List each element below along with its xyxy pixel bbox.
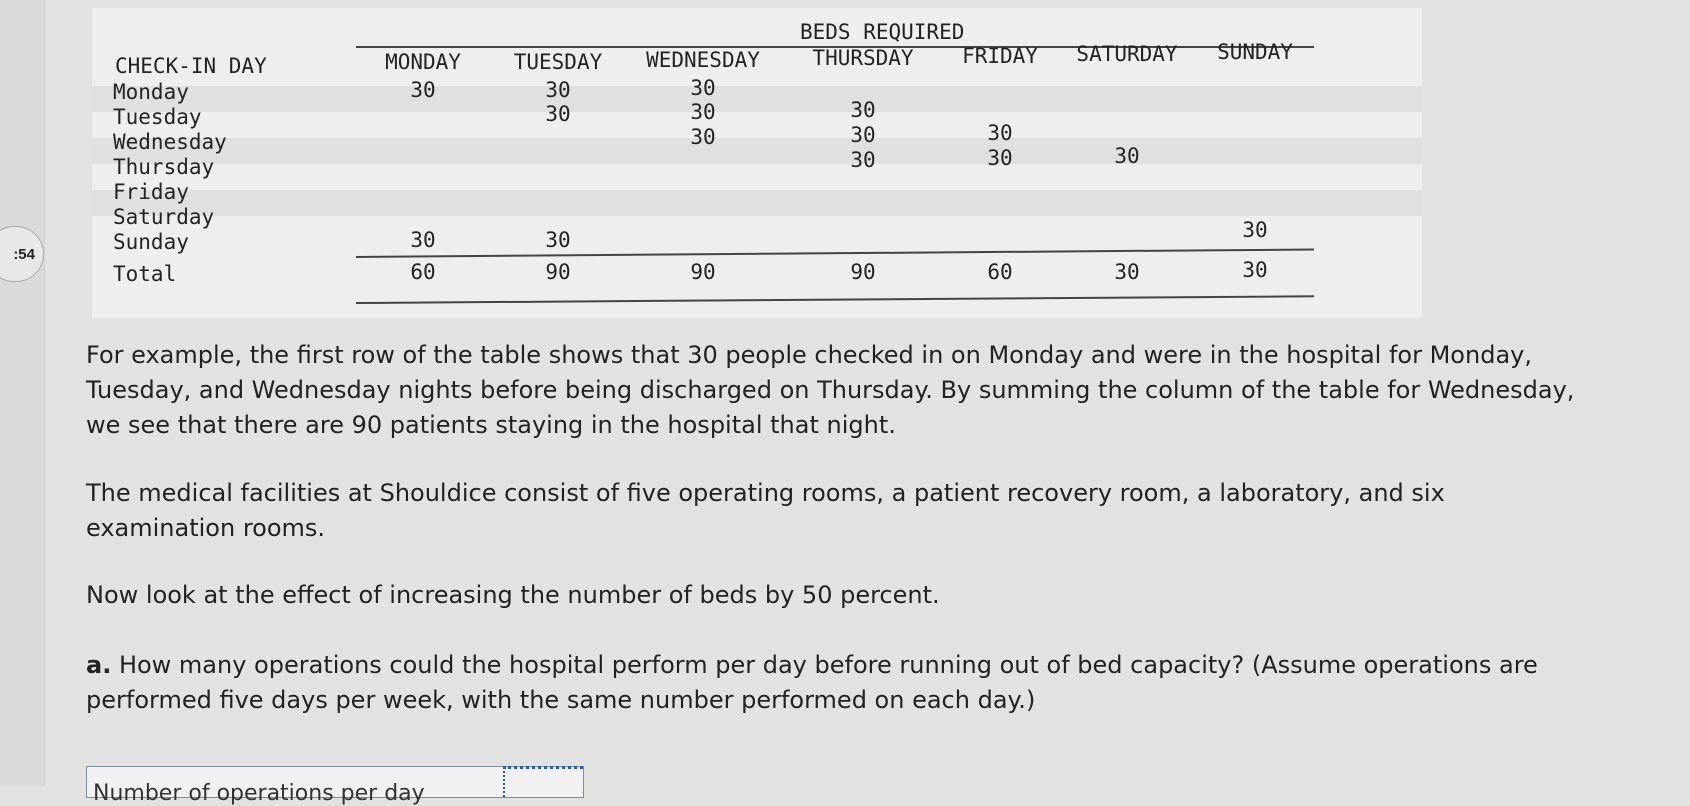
- total-cell: 60: [410, 260, 436, 284]
- paragraph-line: The medical facilities at Shouldice consist of five operating rooms, a patient recovery room, a laboratory, and six: [86, 479, 1445, 507]
- table-cell: 30: [987, 146, 1013, 170]
- table-cell: 30: [850, 123, 876, 147]
- total-cell: 90: [545, 260, 571, 284]
- col-header-thursday: THURSDAY: [812, 46, 914, 70]
- table-cell: 30: [690, 100, 716, 124]
- example-paragraph: [86, 338, 1686, 443]
- col-header-saturday: SATURDAY: [1076, 42, 1178, 66]
- question-text: How many operations could the hospital perform per day before running out of bed capacity? (Assume operations are: [111, 651, 1538, 679]
- table-cell: 30: [690, 125, 716, 149]
- total-cell: 30: [1242, 258, 1268, 282]
- col-header-monday: MONDAY: [385, 50, 461, 74]
- question-label: a.: [86, 651, 112, 679]
- answer-divider: [503, 767, 505, 797]
- beds-required-header: BEDS REQUIRED: [800, 20, 965, 44]
- row-label: Saturday: [113, 205, 215, 229]
- answer-value-field[interactable]: [503, 766, 583, 769]
- row-stripe: [92, 190, 1422, 216]
- col-header-friday: FRIDAY: [962, 44, 1038, 68]
- question-line: [86, 648, 1686, 683]
- check-in-day-header: CHECK-IN DAY: [115, 54, 267, 78]
- paragraph-line: Tuesday, and Wednesday nights before being discharged on Thursday. By summing the column of the table for Wednesday,: [86, 376, 1575, 404]
- timer-text: :54: [13, 245, 35, 263]
- row-label: Thursday: [113, 155, 215, 179]
- total-cell: 30: [1114, 260, 1140, 284]
- paragraph-line: For example, the first row of the table shows that 30 people checked in on Monday and were in the hospital for Monday,: [86, 341, 1532, 369]
- total-label: Total: [113, 262, 177, 286]
- answer-label: Number of operations per day: [93, 781, 425, 806]
- row-label: Wednesday: [113, 130, 227, 154]
- row-label: Sunday: [113, 230, 189, 254]
- table-cell: 30: [545, 102, 571, 126]
- paragraph-line: Now look at the effect of increasing the number of beds by 50 percent.: [86, 581, 940, 609]
- total-cell: 60: [987, 260, 1013, 284]
- table-cell: 30: [987, 121, 1013, 145]
- table-cell: 30: [850, 148, 876, 172]
- total-cell: 90: [690, 260, 716, 284]
- row-label: Friday: [113, 180, 189, 204]
- table-cell: 30: [850, 98, 876, 122]
- operations-per-day-input[interactable]: [86, 766, 584, 806]
- col-header-wednesday: WEDNESDAY: [646, 48, 760, 72]
- col-header-tuesday: TUESDAY: [513, 50, 603, 74]
- table-cell: 30: [410, 228, 436, 252]
- row-label: Tuesday: [113, 105, 202, 129]
- paragraph-line: we see that there are 90 patients staying in the hospital that night.: [86, 411, 896, 439]
- table-cell: 30: [690, 76, 716, 100]
- table-cell: 30: [1242, 218, 1268, 242]
- facilities-paragraph: [86, 476, 1686, 546]
- table-cell: 30: [545, 228, 571, 252]
- table-cell: 30: [545, 78, 571, 102]
- table-cell: 30: [1114, 144, 1140, 168]
- table-cell: 30: [410, 78, 436, 102]
- instruction-paragraph: [86, 578, 1686, 613]
- question-line: performed five days per week, with the same number performed on each day.): [86, 686, 1036, 714]
- col-header-sunday: SUNDAY: [1217, 40, 1293, 64]
- paragraph-line: examination rooms.: [86, 514, 326, 542]
- question-a: [86, 648, 1686, 718]
- row-label: Monday: [113, 80, 189, 104]
- left-margin-strip: [0, 0, 45, 786]
- total-cell: 90: [850, 260, 876, 284]
